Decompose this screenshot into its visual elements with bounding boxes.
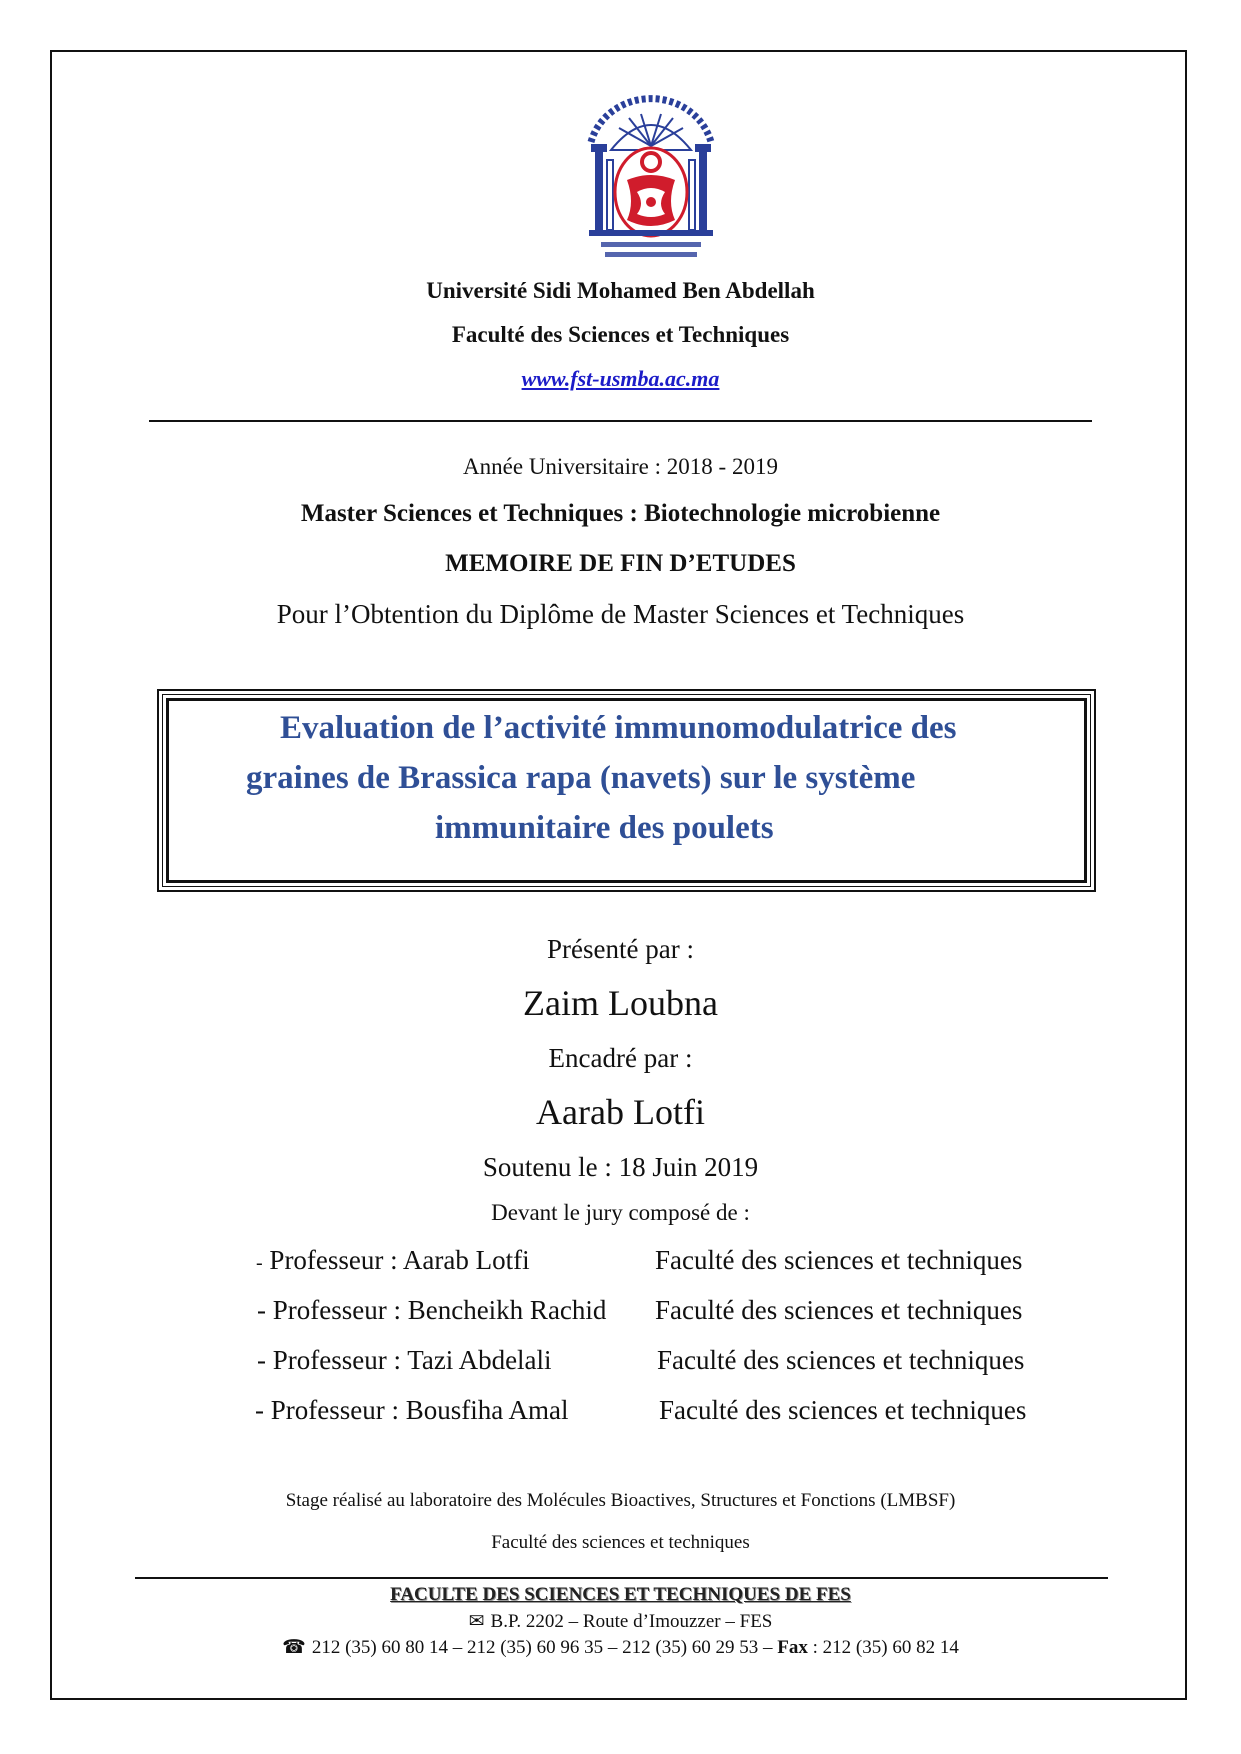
academic-year: Année Universitaire : 2018 - 2019 <box>463 454 778 479</box>
jury-institution: Faculté des sciences et techniques <box>655 1245 1023 1275</box>
university-name: Université Sidi Mohamed Ben Abdellah <box>426 278 815 303</box>
jury-member-name: Professeur : Tazi Abdelali <box>272 1345 552 1375</box>
footer-title: FACULTE DES SCIENCES ET TECHNIQUES DE FES <box>390 1584 851 1605</box>
website-link[interactable]: www.fst-usmba.ac.ma <box>521 366 720 391</box>
thesis-title-line-2: graines de Brassica rapa (navets) sur le système <box>246 760 916 796</box>
jury-institution: Faculté des sciences et techniques <box>659 1395 1027 1425</box>
jury-row <box>257 1295 606 1326</box>
supervisor-name: Aarab Lotfi <box>536 1092 705 1132</box>
supervised-by-label: Encadré par : <box>548 1043 693 1073</box>
jury-dash: - <box>256 1252 263 1274</box>
memoire-heading: MEMOIRE DE FIN D’ETUDES <box>445 550 796 577</box>
jury-row <box>257 1345 552 1376</box>
faculty-name: Faculté des Sciences et Techniques <box>451 322 790 347</box>
jury-member-name: Professeur : Aarab Lotfi <box>269 1245 530 1275</box>
author-name: Zaim Loubna <box>523 983 718 1023</box>
jury-dash: - <box>257 1295 266 1325</box>
fax-label: Fax <box>777 1637 808 1658</box>
presented-by-label: Présenté par : <box>547 934 694 964</box>
jury-member-name: Professeur : Bousfiha Amal <box>270 1395 569 1425</box>
footer-address <box>0 1610 1241 1633</box>
fax-number: : 212 (35) 60 82 14 <box>807 1637 959 1658</box>
thesis-title-line-1: Evaluation de l’activité immunomodulatrice des <box>280 710 957 746</box>
internship-faculty: Faculté des sciences et techniques <box>491 1532 750 1553</box>
footer-contact <box>0 1636 1241 1659</box>
jury-row <box>255 1395 568 1426</box>
thesis-title-line-3: immunitaire des poulets <box>435 810 774 846</box>
mail-icon: ✉ <box>468 1611 485 1632</box>
jury-label: Devant le jury composé de : <box>491 1200 750 1225</box>
university-logo <box>571 80 731 265</box>
diploma-line: Pour l’Obtention du Diplôme de Master Sciences et Techniques <box>276 599 965 629</box>
master-program: Master Sciences et Techniques : Biotechnologie microbienne <box>300 500 941 527</box>
address-text: B.P. 2202 – Route d’Imouzzer – FES <box>490 1611 773 1632</box>
internship-lab: Stage réalisé au laboratoire des Molécules Bioactives, Structures et Fonctions (LMBSF) <box>285 1490 956 1511</box>
phone-numbers: 212 (35) 60 80 14 – 212 (35) 60 96 35 – 212 (35) 60 29 53 – <box>311 1637 778 1658</box>
jury-member-name: Professeur : Bencheikh Rachid <box>272 1295 607 1325</box>
jury-dash: - <box>257 1345 266 1375</box>
phone-icon: ☎ <box>282 1637 306 1658</box>
jury-institution: Faculté des sciences et techniques <box>657 1345 1025 1375</box>
jury-institution: Faculté des sciences et techniques <box>655 1295 1023 1325</box>
header-divider <box>149 420 1092 422</box>
jury-dash: - <box>255 1395 264 1425</box>
defense-date: Soutenu le : 18 Juin 2019 <box>482 1152 759 1182</box>
footer-divider <box>135 1577 1108 1579</box>
jury-row <box>256 1245 530 1276</box>
